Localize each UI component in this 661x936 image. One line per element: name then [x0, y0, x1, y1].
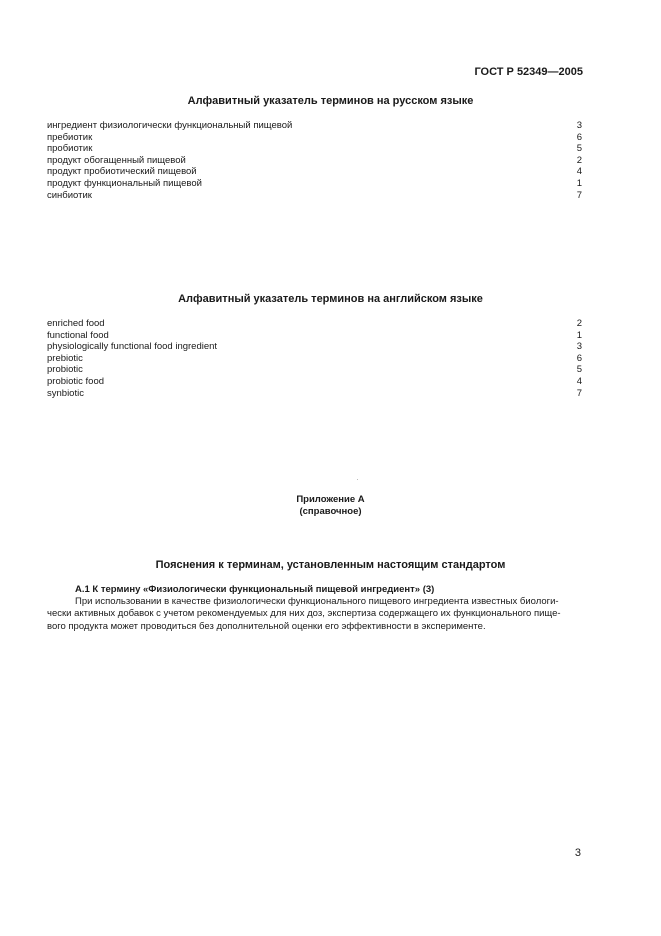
index-ref: 5: [576, 364, 582, 376]
document-code: ГОСТ Р 52349—2005: [474, 66, 583, 78]
index-row: [47, 132, 582, 144]
clause-heading: А.1 К термину «Физиологически функциональный пищевой ингредиент» (3): [75, 584, 435, 595]
index-term: пребиотик: [47, 131, 93, 143]
clause-line: вого продукта может проводиться без дополнительной оценки его эффективности в эксперименте.: [47, 620, 486, 632]
index-row: [47, 318, 582, 330]
index-row: [47, 190, 582, 202]
index-term: probiotic food: [47, 375, 105, 387]
index-term: продукт обогащенный пищевой: [47, 154, 186, 166]
index-row: [47, 155, 582, 167]
index-ref: 2: [576, 318, 582, 329]
clause-body: [47, 596, 582, 633]
explanations-title: Пояснения к терминам, установленным настоящим стандартом: [155, 559, 506, 571]
index-ref: 3: [576, 120, 582, 131]
index-term: продукт пробиотический пищевой: [47, 166, 197, 178]
index-ref: 7: [576, 189, 582, 201]
index-term: physiologically functional food ingredient: [47, 341, 218, 353]
index-term: продукт функциональный пищевой: [47, 177, 202, 189]
index-row: [47, 341, 582, 353]
index-term: synbiotic: [47, 387, 84, 399]
index-row: [47, 120, 582, 132]
index-row: [47, 166, 582, 178]
index-term: functional food: [47, 329, 109, 341]
en-index-title: Алфавитный указатель терминов на английском языке: [178, 293, 483, 305]
ru-index-list: [47, 120, 582, 201]
clause-line: При использовании в качестве физиологически функционального пищевого ингредиента известных биологи-: [75, 596, 559, 607]
index-ref: 1: [576, 329, 582, 341]
index-row: [47, 376, 582, 388]
index-term: probiotic: [47, 364, 83, 376]
index-row: [47, 330, 582, 342]
index-ref: 6: [576, 131, 582, 143]
index-ref: 1: [576, 177, 582, 189]
index-term: пробиотик: [47, 143, 93, 155]
index-ref: 7: [576, 387, 582, 399]
page-number: 3: [574, 847, 581, 859]
appendix-type: (справочное): [299, 506, 362, 517]
index-row: [47, 388, 582, 400]
appendix-heading: [0, 494, 661, 518]
index-term: prebiotic: [47, 352, 83, 364]
scan-speck: [357, 479, 358, 480]
index-ref: 4: [576, 166, 582, 178]
index-row: [47, 353, 582, 365]
index-term: enriched food: [47, 318, 105, 329]
index-ref: 2: [576, 154, 582, 166]
clause-line: чески активных добавок с учетом рекомендуемых для них доз, экспертиза содержащего их функционального пище-: [47, 608, 561, 620]
ru-index-title: Алфавитный указатель терминов на русском языке: [187, 95, 474, 107]
index-row: [47, 364, 582, 376]
index-ref: 3: [576, 341, 582, 353]
index-row: [47, 178, 582, 190]
index-term: синбиотик: [47, 189, 92, 201]
index-row: [47, 143, 582, 155]
index-ref: 4: [576, 375, 582, 387]
index-ref: 5: [576, 143, 582, 155]
en-index-list: [47, 318, 582, 399]
index-ref: 6: [576, 352, 582, 364]
appendix-label: Приложение А: [296, 494, 365, 505]
index-term: ингредиент физиологически функциональный пищевой: [47, 120, 293, 131]
